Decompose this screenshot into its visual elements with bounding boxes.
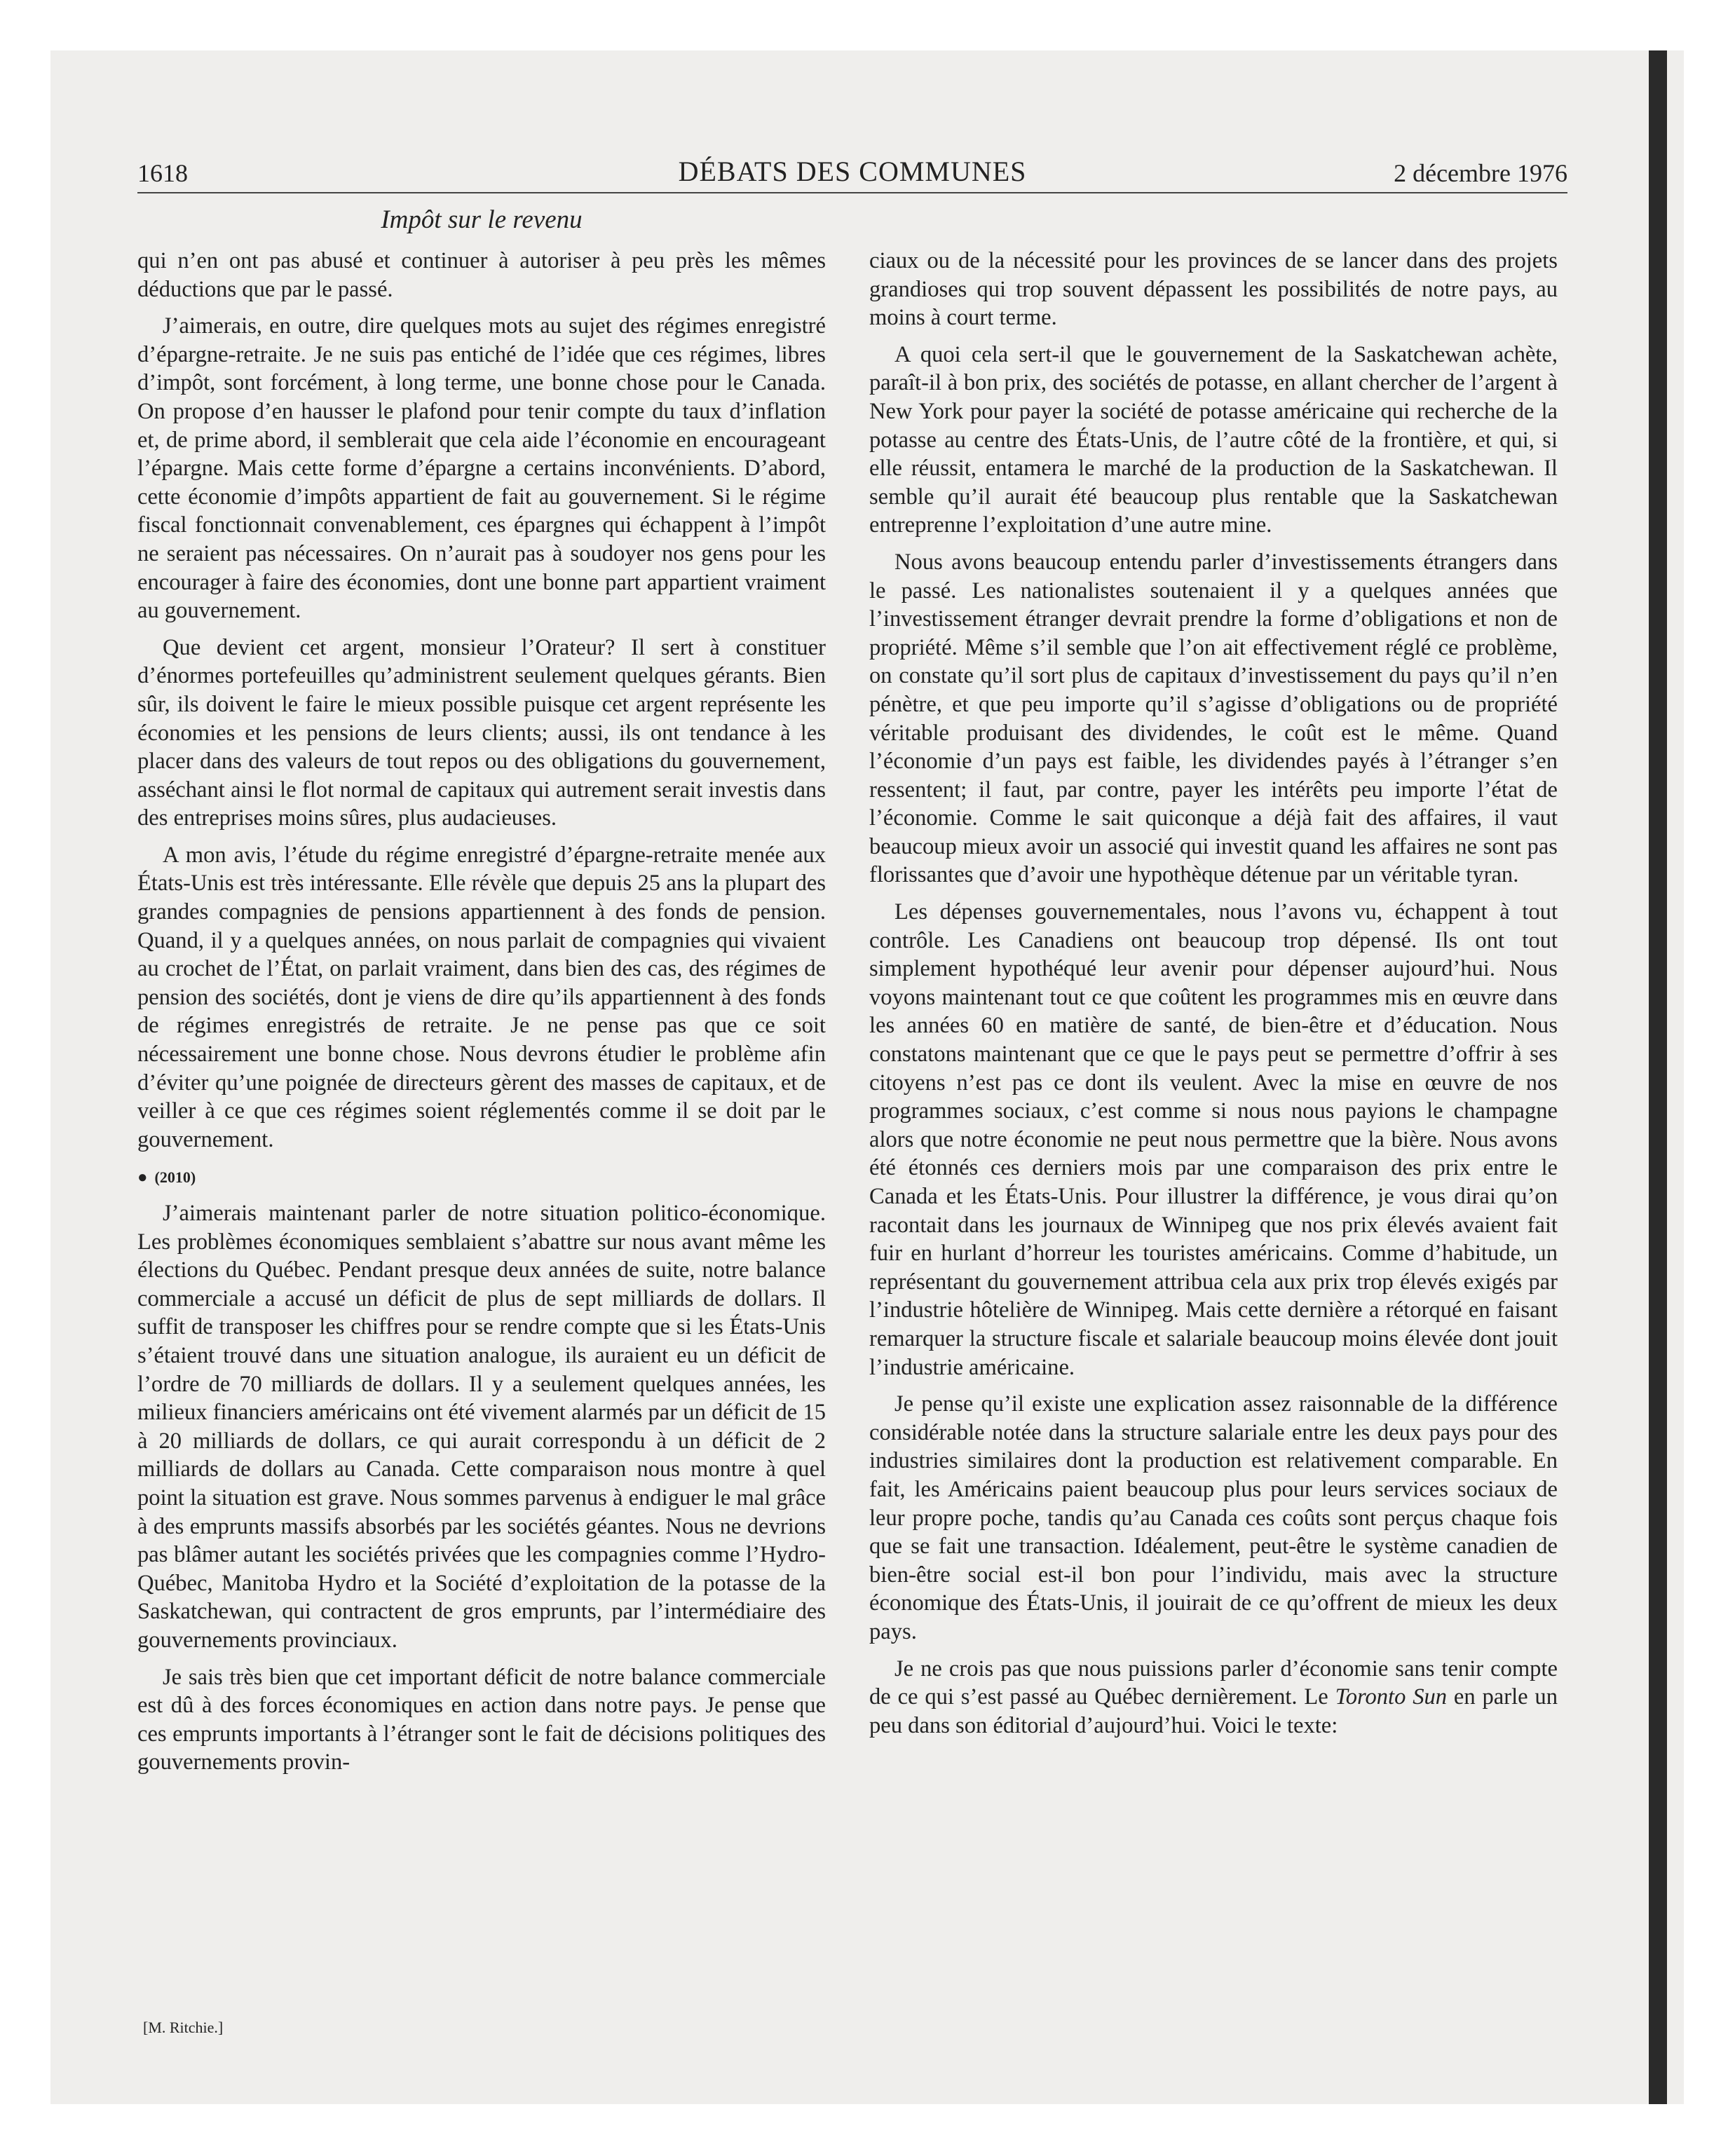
time-marker-text: (2010) <box>154 1168 196 1187</box>
paragraph-text: Je ne crois pas que nous puissions parler d’économie sans tenir compte de ce qui s’est passé au Québec dernièrement. Le <box>869 1656 1558 1710</box>
paragraph-last <box>869 1655 1558 1740</box>
speaker-attribution: [M. Ritchie.] <box>143 2019 224 2036</box>
paragraph: J’aimerais maintenant parler de notre situation politico-économique. Les problèmes économiques semblaient s’abattre sur nous avant même les élections du Québec. Pendant presque deux années de suite, notre balance commerciale a accusé un déficit de plus de sept milliards de dollars. Il suffit de transposer les chiffres pour se rendre compte que si les États-Unis s’étaient trouvé dans une situation analogue, ils auraient eu un déficit de l’ordre de 70 milliards de dollars. Il y a seulement quelques années, les milieux financiers américains ont été vivement alarmés par un déficit de 15 à 20 milliards de dollars, ce qui aurait correspondu à un déficit de 2 milliards de dollars au Canada. Cette comparaison nous montre à quel point la situation est grave. Nous sommes parvenus à endiguer le mal grâce à des emprunts massifs absorbés par les sociétés géantes. Nous ne devrions pas blâmer autant les sociétés privées que les compagnies comme l’Hydro-Québec, Manitoba Hydro et la Société d’exploitation de la potasse de la Saskatchewan, qui contractent de gros emprunts, par l’intermédiaire des gouvernements provinciaux. <box>137 1201 826 1653</box>
paragraph: ciaux ou de la nécessité pour les provinces de se lancer dans des projets grandioses qui trop souvent dépassent les possibilités de notre pays, au moins à court terme. <box>869 248 1558 331</box>
paragraph: Je pense qu’il existe une explication assez raisonnable de la différence considérable notée dans la structure salariale entre les deux pays pour des industries similaires dont la production est relativement comparable. En fait, les Américains paient beaucoup plus pour leurs services sociaux de leur propre poche, tandis qu’au Canada ces coûts sont perçus chaque fois que se fait une transaction. Idéalement, peut-être le système canadien de bien-être social est-il bon pour l’individu, mais avec la structure économique des États-Unis, il jouirait de ce qu’offrent de mieux les deux pays. <box>869 1391 1558 1644</box>
paragraph: Les dépenses gouvernementales, nous l’avons vu, échappent à tout contrôle. Les Canadiens ont beaucoup trop dépensé. Ils ont tout simplement hypothéqué leur avenir pour dépenser aujourd’hui. Nous voyons maintenant tout ce que coûtent les programmes mis en œuvre dans les années 60 en matière de santé, de bien-être et d’éducation. Nous constatons maintenant que ce que le pays peut se permettre d’offrir à ses citoyens n’est pas ce dont ils veulent. Avec la mise en œuvre de nos programmes sociaux, c’est comme si nous nous payions le champagne alors que notre économie ne peut nous permettre que la bière. Nous avons été étonnés ces derniers mois par une comparaison des prix entre le Canada et les États-Unis. Pour illustrer la différence, je vous dirai qu’on racontait dans les journaux de Winnipeg que nos prix élevés avaient fait fuir en hurlant d’horreur les touristes américains. Comme d’habitude, un représentant du gouvernement attribua cela aux prix trop élevés exigés par l’industrie hôtelière de Winnipeg. Mais cette dernière a rétorqué en faisant remarquer la structure fiscale et salariale beaucoup moins élevée dont jouit l’industrie américaine. <box>869 899 1558 1380</box>
paragraph: Que devient cet argent, monsieur l’Orateur? Il sert à constituer d’énormes portefeuilles qu’administrent seulement quelques gérants. Bien sûr, ils doivent le faire le mieux possible puisque cet argent représente les économies et les pensions de leurs clients; aussi, ils ont tendance à les placer dans des valeurs de tout repos ou des obligations du gouvernement, asséchant ainsi le flot normal de capitaux qui autrement serait investis dans des entreprises moins sûres, plus audacieuses. <box>137 634 826 831</box>
paragraph: Nous avons beaucoup entendu parler d’investissements étrangers dans le passé. Les nationalistes soutenaient il y a quelques années que l’investissement étranger devrait prendre la forme d’obligations et non de propriété. Même s’il semble que l’on ait effectivement réglé ce problème, on constate qu’il sort plus de capitaux d’investissement du pays qu’il n’en pénètre, et que peu importe qu’il s’agisse d’obligations ou de propriété véritable produisant des dividendes, le coût est le même. Quand l’économie d’un pays est faible, les dividendes payés à l’étranger s’en ressentent; il faut, par contre, payer les intérêts peu importe l’état de l’économie. Comme le sait quiconque a déjà fait des affaires, il vaut beaucoup mieux avoir un associé qui investit quand les affaires ne sont pas florissantes que d’avoir une hypothèque détenue par un véritable tyran. <box>869 549 1558 888</box>
page-header <box>137 158 1567 193</box>
paragraph: Je sais très bien que cet important déficit de notre balance commerciale est dû à des forces économiques en action dans notre pays. Je pense que ces emprunts importants à l’étranger sont le fait de décisions politiques des gouvernements provin- <box>137 1664 826 1775</box>
paragraph-text: en parle un peu dans son éditorial d’aujourd’hui. Voici le texte: <box>869 1684 1558 1738</box>
page-number: 1618 <box>137 159 188 187</box>
time-marker <box>137 1164 826 1192</box>
binding-edge <box>1649 50 1667 2104</box>
newspaper-name: Toronto Sun <box>1335 1684 1448 1710</box>
paragraph: J’aimerais, en outre, dire quelques mots au sujet des régimes enregistré d’épargne-retraite. Je ne suis pas entiché de l’idée que ces régimes, libres d’impôt, sont forcément, à long terme, une bonne chose pour le Canada. On propose d’en hausser le plafond pour tenir compte du taux d’inflation et, de prime abord, il semblerait que cela aide l’économie en encourageant l’épargne. Mais cette forme d’épargne a certains inconvénients. D’abord, cette économie d’impôts appartient de fait au gouvernement. Si le régime fiscal fonctionnait convenablement, ces épargnes qui échappent à l’impôt ne seraient pas nécessaires. On n’aurait pas à soudoyer nos gens pour les encourager à faire des économies, dont une bonne part appartient vraiment au gouvernement. <box>137 313 826 624</box>
publication-title: DÉBATS DES COMMUNES <box>678 156 1027 187</box>
page-date: 2 décembre 1976 <box>1394 159 1567 187</box>
left-column <box>137 247 826 1777</box>
paragraph: qui n’en ont pas abusé et continuer à autoriser à peu près les mêmes déductions que par le passé. <box>137 248 826 302</box>
section-title: Impôt sur le revenu <box>381 205 583 234</box>
bullet-icon: ● <box>137 1168 148 1187</box>
paragraph: A mon avis, l’étude du régime enregistré d’épargne-retraite menée aux États-Unis est très intéressante. Elle révèle que depuis 25 ans la plupart des grandes compagnies de pensions appartiennent à des fonds de pension. Quand, il y a quelques années, on nous parlait de compagnies qui vivaient au crochet de l’État, on parlait vraiment, dans bien des cas, des régimes de pension des sociétés, dont je viens de dire qu’ils appartiennent à des fonds de régimes enregistrés de retraite. Je ne pense pas que ce soit nécessairement une bonne chose. Nous devrons étudier le problème afin d’éviter qu’une poignée de directeurs gèrent des masses de capitaux, et de veiller à ce que ces régimes soient réglementés comme il se doit par le gouvernement. <box>137 842 826 1152</box>
right-column <box>869 247 1558 1740</box>
paragraph: A quoi cela sert-il que le gouvernement de la Saskatchewan achète, paraît-il à bon prix, des sociétés de potasse, en allant chercher de l’argent à New York pour payer la société de potasse américaine qui recherche de la potasse au centre des États-Unis, de l’autre côté de la frontière, et qui, si elle réussit, entamera le marché de la production de la Saskatchewan. Il semble qu’il aurait été beaucoup plus rentable que la Saskatchewan entreprenne l’exploitation d’une autre mine. <box>869 341 1558 538</box>
